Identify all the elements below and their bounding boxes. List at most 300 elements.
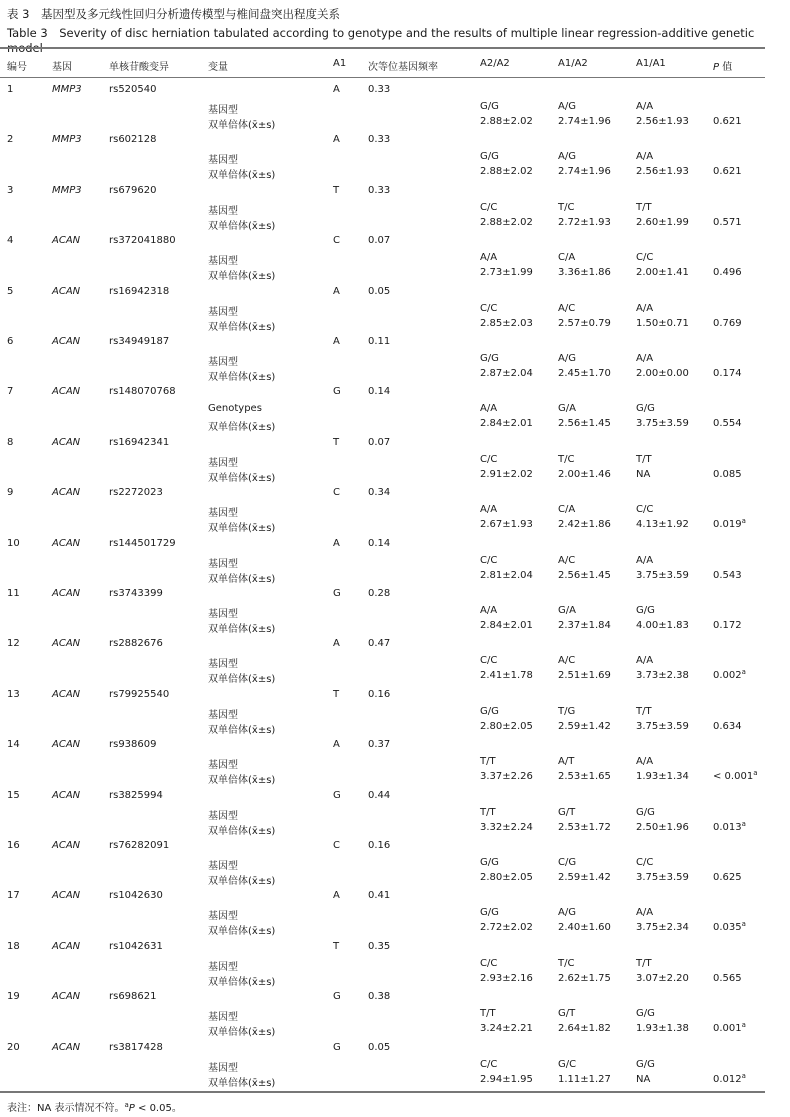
p-value-text: < 0.001 [713, 771, 754, 783]
gene-name: MMP3 [52, 84, 82, 95]
a1-allele: T [333, 940, 340, 952]
mean-sd-value: 1.50±0.71 [636, 317, 689, 329]
p-value-text: 0.625 [713, 872, 742, 883]
minor-allele-frequency: 0.11 [368, 336, 391, 347]
mean-sd-value: 2.74±1.96 [558, 166, 611, 178]
genotype-label: Genotypes [208, 403, 262, 415]
header-col-a1a2: A1/A2 [558, 58, 588, 69]
mean-sd-value: 1.11±1.27 [558, 1073, 611, 1085]
genotype-value: T/C [558, 957, 575, 969]
genotype-value: T/T [480, 756, 496, 768]
mean-sd-value: 2.80±2.05 [480, 872, 533, 883]
p-value [713, 469, 742, 483]
snp-id: rs144501729 [109, 537, 176, 549]
mean-sd-value: 2.59±1.42 [558, 720, 611, 732]
row-number: 6 [7, 336, 14, 347]
a1-allele: A [333, 537, 340, 549]
genotype-value: G/C [558, 1058, 577, 1070]
genotype-value: G/T [558, 1008, 576, 1020]
genotype-value: C/C [480, 1058, 498, 1070]
genotype-label: 基因型 [208, 609, 238, 620]
genotype-value: G/G [480, 353, 499, 364]
minor-allele-frequency: 0.38 [368, 991, 391, 1003]
minor-allele-frequency: 0.33 [368, 184, 391, 196]
genotype-value: G/G [636, 605, 655, 616]
minor-allele-frequency: 0.07 [368, 235, 391, 247]
genotype-value: A/A [480, 403, 498, 415]
p-value-text: 0.013 [713, 821, 742, 833]
genotype-value: A/G [558, 101, 576, 112]
mean-sd-value: 2.81±2.04 [480, 569, 533, 581]
mean-sd-value: 2.37±1.84 [558, 620, 611, 631]
mean-sd-value: 2.67±1.93 [480, 519, 533, 531]
genotype-label: 基因型 [208, 861, 238, 872]
significance-mark: a [741, 668, 746, 677]
mean-sd-value: 2.84±2.01 [480, 620, 533, 631]
p-value-text: 0.621 [713, 166, 742, 178]
header-col-a2a2: A2/A2 [480, 58, 510, 69]
a1-allele: A [333, 638, 340, 650]
mean-sd-value: 2.56±1.93 [636, 166, 689, 178]
p-value [713, 620, 742, 634]
snp-id: rs1042630 [109, 890, 163, 902]
minor-allele-frequency: 0.34 [368, 487, 391, 499]
mean-sd-value: 2.80±2.05 [480, 720, 533, 732]
gene-name: ACAN [52, 436, 81, 448]
genotype-value: A/G [558, 151, 576, 163]
snp-id: rs16942318 [109, 285, 170, 297]
header-col-a1a1: A1/A1 [636, 58, 666, 69]
p-value [713, 570, 742, 584]
genotype-value: A/A [636, 655, 654, 667]
snp-id: rs602128 [109, 134, 157, 146]
haplotype-label: 双单倍体(x̄±s) [208, 120, 276, 131]
mean-sd-value: 3.75±2.34 [636, 922, 689, 934]
minor-allele-frequency: 0.28 [368, 588, 391, 599]
gene-name: ACAN [52, 789, 81, 801]
row-number: 7 [7, 386, 14, 398]
p-value-text: 0.172 [713, 620, 742, 631]
mean-sd-value: 3.75±3.59 [636, 569, 689, 581]
snp-id: rs34949187 [109, 336, 170, 347]
p-value [713, 519, 746, 533]
mean-sd-value: 2.85±2.03 [480, 317, 533, 329]
a1-allele: C [333, 235, 340, 247]
genotype-value: G/G [480, 907, 499, 919]
snp-id: rs76282091 [109, 840, 170, 851]
gene-name: ACAN [52, 487, 81, 499]
gene-name: MMP3 [52, 184, 82, 196]
genotype-value: A/A [480, 252, 498, 264]
genotype-value: C/C [480, 554, 498, 566]
genotype-label: 基因型 [208, 659, 238, 671]
p-value [713, 1071, 746, 1088]
gene-name: MMP3 [52, 134, 82, 146]
gene-name: ACAN [52, 285, 81, 297]
mean-sd-value: 3.37±2.26 [480, 771, 533, 783]
p-value-text: 0.174 [713, 368, 742, 379]
mean-sd-value: 2.88±2.02 [480, 166, 533, 178]
genotype-value: G/G [636, 403, 655, 415]
a1-allele: A [333, 84, 340, 95]
haplotype-label: 双单倍体(x̄±s) [208, 724, 276, 736]
a1-allele: A [333, 739, 340, 751]
header-p-rest: 值 [719, 62, 733, 73]
a1-allele: G [333, 588, 341, 599]
genotype-value: G/G [480, 705, 499, 717]
mean-sd-value: 3.36±1.86 [558, 267, 611, 279]
snp-id: rs679620 [109, 184, 157, 196]
row-number: 4 [7, 235, 14, 247]
p-value-text: 0.019 [713, 519, 742, 531]
genotype-value: C/C [636, 857, 654, 868]
genotype-value: G/G [480, 101, 499, 112]
table-header-rule [0, 77, 765, 78]
genotype-label: 基因型 [208, 306, 238, 318]
row-number: 15 [7, 789, 20, 801]
p-value [713, 418, 742, 432]
genotype-value: C/C [480, 453, 498, 465]
mean-sd-value: 2.00±1.46 [558, 468, 611, 480]
a1-allele: A [333, 285, 340, 297]
genotype-value: A/A [636, 151, 654, 163]
genotype-value: A/A [636, 353, 654, 364]
minor-allele-frequency: 0.05 [368, 1041, 391, 1053]
mean-sd-value: 2.00±0.00 [636, 368, 689, 379]
significance-mark: a [741, 1071, 746, 1080]
p-value-text: 0.621 [713, 116, 742, 127]
genotype-label: 基因型 [208, 205, 238, 217]
mean-sd-value: 1.93±1.34 [636, 771, 689, 783]
genotype-value: A/A [636, 907, 654, 919]
p-value [713, 771, 757, 785]
genotype-value: T/T [636, 453, 652, 465]
snp-id: rs1042631 [109, 940, 163, 952]
row-number: 2 [7, 134, 14, 146]
genotype-label: 基因型 [208, 1012, 238, 1024]
genotype-label: 基因型 [208, 558, 238, 570]
haplotype-label: 双单倍体(x̄±s) [208, 624, 276, 635]
row-number: 20 [7, 1041, 20, 1053]
a1-allele: C [333, 840, 340, 851]
mean-sd-value: 2.60±1.99 [636, 216, 689, 228]
mean-sd-value: 2.45±1.70 [558, 368, 611, 379]
haplotype-label: 双单倍体(x̄±s) [208, 674, 276, 686]
mean-sd-value: 3.75±3.59 [636, 720, 689, 732]
p-value-text: 0.085 [713, 468, 742, 480]
mean-sd-value: 2.00±1.41 [636, 267, 689, 279]
table-caption-cn: 表 3 基因型及多元线性回归分析遗传模型与椎间盘突出程度关系 [7, 7, 340, 21]
p-value [713, 368, 742, 382]
header-p-letter: P [713, 62, 720, 73]
row-number: 17 [7, 890, 20, 902]
p-value-text: 0.634 [713, 720, 742, 732]
significance-mark: a [753, 769, 758, 778]
row-number: 11 [7, 588, 20, 599]
genotype-label: 基因型 [208, 457, 238, 469]
genotype-value: C/A [558, 252, 576, 264]
mean-sd-value: 3.07±2.20 [636, 972, 689, 984]
snp-id: rs372041880 [109, 235, 176, 247]
mean-sd-value: 2.91±2.02 [480, 468, 533, 480]
p-value [713, 1023, 746, 1037]
genotype-value: A/C [558, 554, 576, 566]
mean-sd-value: 2.87±2.04 [480, 368, 533, 379]
genotype-label: 基因型 [208, 1062, 238, 1074]
a1-allele: G [333, 991, 341, 1003]
genotype-value: G/A [558, 605, 576, 616]
genotype-value: T/T [480, 1008, 496, 1020]
row-number: 8 [7, 436, 14, 448]
gene-name: ACAN [52, 336, 81, 347]
haplotype-label: 双单倍体(x̄±s) [208, 775, 276, 787]
genotype-value: A/A [480, 605, 498, 616]
table-caption-en: Table 3 Severity of disc herniation tabulated according to genotype and the results of multiple linear regression-additive genetic [7, 26, 755, 40]
genotype-label: 基因型 [208, 105, 238, 116]
snp-id: rs3817428 [109, 1041, 163, 1053]
mean-sd-value: 2.73±1.99 [480, 267, 533, 279]
gene-name: ACAN [52, 739, 81, 751]
minor-allele-frequency: 0.33 [368, 84, 391, 95]
minor-allele-frequency: 0.07 [368, 436, 391, 448]
genotype-value: A/A [636, 101, 654, 112]
snp-id: rs3825994 [109, 789, 163, 801]
p-value-text: 0.496 [713, 267, 742, 279]
mean-sd-value: 2.59±1.42 [558, 872, 611, 883]
snp-id: rs2882676 [109, 638, 163, 650]
mean-sd-value: 4.00±1.83 [636, 620, 689, 631]
genotype-value: G/G [480, 151, 499, 163]
genotype-value: A/G [558, 353, 576, 364]
haplotype-label: 双单倍体(x̄±s) [208, 825, 276, 837]
minor-allele-frequency: 0.14 [368, 386, 391, 398]
snp-id: rs3743399 [109, 588, 163, 599]
a1-allele: A [333, 134, 340, 146]
minor-allele-frequency: 0.37 [368, 739, 391, 751]
row-number: 9 [7, 487, 14, 499]
genotype-value: G/A [558, 403, 576, 415]
minor-allele-frequency: 0.14 [368, 537, 391, 549]
snp-id: rs698621 [109, 991, 157, 1003]
genotype-value: T/T [636, 705, 652, 717]
p-value-text: 0.035 [713, 922, 742, 934]
footnote-tail: < 0.05。 [134, 1103, 182, 1114]
p-value [713, 267, 742, 281]
genotype-value: C/C [480, 302, 498, 314]
row-number: 10 [7, 537, 20, 549]
p-value [713, 116, 742, 130]
mean-sd-value: 2.51±1.69 [558, 670, 611, 682]
a1-allele: A [333, 336, 340, 347]
p-value-text: 0.001 [713, 1023, 742, 1035]
mean-sd-value: 2.62±1.75 [558, 972, 611, 984]
row-number: 19 [7, 991, 20, 1003]
mean-sd-value: 2.57±0.79 [558, 317, 611, 329]
minor-allele-frequency: 0.05 [368, 285, 391, 297]
a1-allele: A [333, 890, 340, 902]
p-value [713, 670, 746, 684]
gene-name: ACAN [52, 890, 81, 902]
mean-sd-value: 2.84±2.01 [480, 418, 533, 430]
genotype-label: 基因型 [208, 911, 238, 923]
genotype-value: T/C [558, 201, 575, 213]
snp-id: rs2272023 [109, 487, 163, 499]
haplotype-label: 双单倍体(x̄±s) [208, 170, 276, 182]
minor-allele-frequency: 0.44 [368, 789, 391, 801]
a1-allele: T [333, 184, 340, 196]
minor-allele-frequency: 0.41 [368, 890, 391, 902]
row-number: 13 [7, 688, 20, 700]
mean-sd-value: 2.56±1.45 [558, 418, 611, 430]
gene-name: ACAN [52, 688, 81, 700]
gene-name: ACAN [52, 588, 81, 599]
table-top-rule [0, 47, 765, 49]
genotype-value: C/A [558, 504, 576, 516]
p-value [713, 872, 742, 886]
genotype-value: G/G [636, 1058, 655, 1070]
genotype-value: A/A [636, 302, 654, 314]
haplotype-label: 双单倍体(x̄±s) [208, 926, 276, 938]
minor-allele-frequency: 0.16 [368, 688, 391, 700]
p-value-text: 0.554 [713, 418, 742, 430]
significance-mark: a [741, 517, 746, 526]
mean-sd-value: 2.94±1.95 [480, 1073, 533, 1085]
p-value [713, 819, 746, 836]
genotype-label: 基因型 [208, 155, 238, 167]
genotype-label: 基因型 [208, 508, 238, 520]
p-value-text: 0.769 [713, 317, 742, 329]
haplotype-label: 双单倍体(x̄±s) [208, 321, 276, 333]
mean-sd-value: 3.73±2.38 [636, 670, 689, 682]
p-value [713, 166, 742, 180]
p-value [713, 721, 742, 735]
header-col-snp: 单核苷酸变异 [109, 62, 169, 73]
haplotype-label: 双单倍体(x̄±s) [208, 1027, 276, 1039]
mean-sd-value: 2.53±1.72 [558, 821, 611, 833]
mean-sd-value: 2.88±2.02 [480, 116, 533, 127]
snp-id: rs520540 [109, 84, 157, 95]
row-number: 18 [7, 940, 20, 952]
mean-sd-value: 2.56±1.45 [558, 569, 611, 581]
genotype-label: 基因型 [208, 357, 238, 368]
genotype-value: G/G [636, 806, 655, 818]
mean-sd-value: NA [636, 1073, 651, 1085]
mean-sd-value: 2.41±1.78 [480, 670, 533, 682]
p-value-text: 0.012 [713, 1073, 742, 1085]
p-value-text: 0.002 [713, 670, 742, 682]
header-col-variable: 变量 [208, 62, 228, 73]
genotype-value: T/T [636, 957, 652, 969]
genotype-value: A/A [480, 504, 498, 516]
row-number: 5 [7, 285, 14, 297]
mean-sd-value: 2.72±2.02 [480, 922, 533, 934]
mean-sd-value: 3.75±3.59 [636, 418, 689, 430]
haplotype-label: 双单倍体(x̄±s) [208, 271, 276, 283]
genotype-value: A/C [558, 302, 576, 314]
mean-sd-value: 2.88±2.02 [480, 216, 533, 228]
gene-name: ACAN [52, 1041, 81, 1053]
genotype-value: G/G [480, 857, 499, 868]
genotype-value: T/G [558, 705, 576, 717]
genotype-label: 基因型 [208, 810, 238, 822]
header-col-p [713, 58, 732, 72]
gene-name: ACAN [52, 386, 81, 398]
p-value [713, 318, 742, 332]
genotype-value: A/C [558, 655, 576, 667]
genotype-value: T/T [480, 806, 496, 818]
mean-sd-value: 3.75±3.59 [636, 872, 689, 883]
genotype-label: 基因型 [208, 256, 238, 268]
table-footnote [7, 1099, 182, 1114]
genotype-value: C/C [480, 957, 498, 969]
haplotype-label: 双单倍体(x̄±s) [208, 372, 276, 383]
mean-sd-value: 1.93±1.38 [636, 1023, 689, 1035]
minor-allele-frequency: 0.35 [368, 940, 391, 952]
minor-allele-frequency: 0.47 [368, 638, 391, 650]
snp-id: rs16942341 [109, 436, 170, 448]
haplotype-label: 双单倍体(x̄±s) [208, 422, 276, 434]
haplotype-label: 双单倍体(x̄±s) [208, 220, 276, 232]
header-col-no: 编号 [7, 62, 27, 73]
header-col-gene: 基因 [52, 62, 72, 73]
footnote-p: P [128, 1103, 135, 1114]
p-value-text: 0.543 [713, 569, 742, 581]
row-number: 14 [7, 739, 20, 751]
mean-sd-value: NA [636, 468, 651, 480]
mean-sd-value: 2.74±1.96 [558, 116, 611, 127]
a1-allele: T [333, 688, 340, 700]
snp-id: rs938609 [109, 739, 157, 751]
gene-name: ACAN [52, 940, 81, 952]
mean-sd-value: 2.56±1.93 [636, 116, 689, 127]
gene-name: ACAN [52, 991, 81, 1003]
minor-allele-frequency: 0.33 [368, 134, 391, 146]
p-value [713, 217, 742, 231]
a1-allele: C [333, 487, 340, 499]
row-number: 3 [7, 184, 14, 196]
snp-id: rs148070768 [109, 386, 176, 398]
haplotype-label: 双单倍体(x̄±s) [208, 472, 276, 484]
mean-sd-value: 4.13±1.92 [636, 519, 689, 531]
genotype-value: G/G [636, 1008, 655, 1020]
genotype-value: C/C [636, 504, 654, 516]
haplotype-label: 双单倍体(x̄±s) [208, 523, 276, 535]
haplotype-label: 双单倍体(x̄±s) [208, 1077, 276, 1089]
significance-mark: a [741, 920, 746, 929]
mean-sd-value: 2.50±1.96 [636, 821, 689, 833]
significance-mark: a [741, 1021, 746, 1030]
genotype-value: C/G [558, 857, 577, 868]
mean-sd-value: 3.24±2.21 [480, 1023, 533, 1035]
mean-sd-value: 2.40±1.60 [558, 922, 611, 934]
genotype-value: G/T [558, 806, 576, 818]
gene-name: ACAN [52, 537, 81, 549]
table-bottom-rule [0, 1091, 765, 1093]
genotype-value: C/C [480, 655, 498, 667]
p-value-text: 0.571 [713, 216, 742, 228]
haplotype-label: 双单倍体(x̄±s) [208, 876, 276, 887]
genotype-label: 基因型 [208, 709, 238, 721]
genotype-label: 基因型 [208, 760, 238, 772]
footnote-sup: a [124, 1101, 129, 1109]
mean-sd-value: 3.32±2.24 [480, 821, 533, 833]
haplotype-label: 双单倍体(x̄±s) [208, 976, 276, 988]
mean-sd-value: 2.53±1.65 [558, 771, 611, 783]
gene-name: ACAN [52, 235, 81, 247]
a1-allele: G [333, 789, 341, 801]
snp-id: rs79925540 [109, 688, 170, 700]
header-col-maf: 次等位基因频率 [368, 62, 438, 73]
